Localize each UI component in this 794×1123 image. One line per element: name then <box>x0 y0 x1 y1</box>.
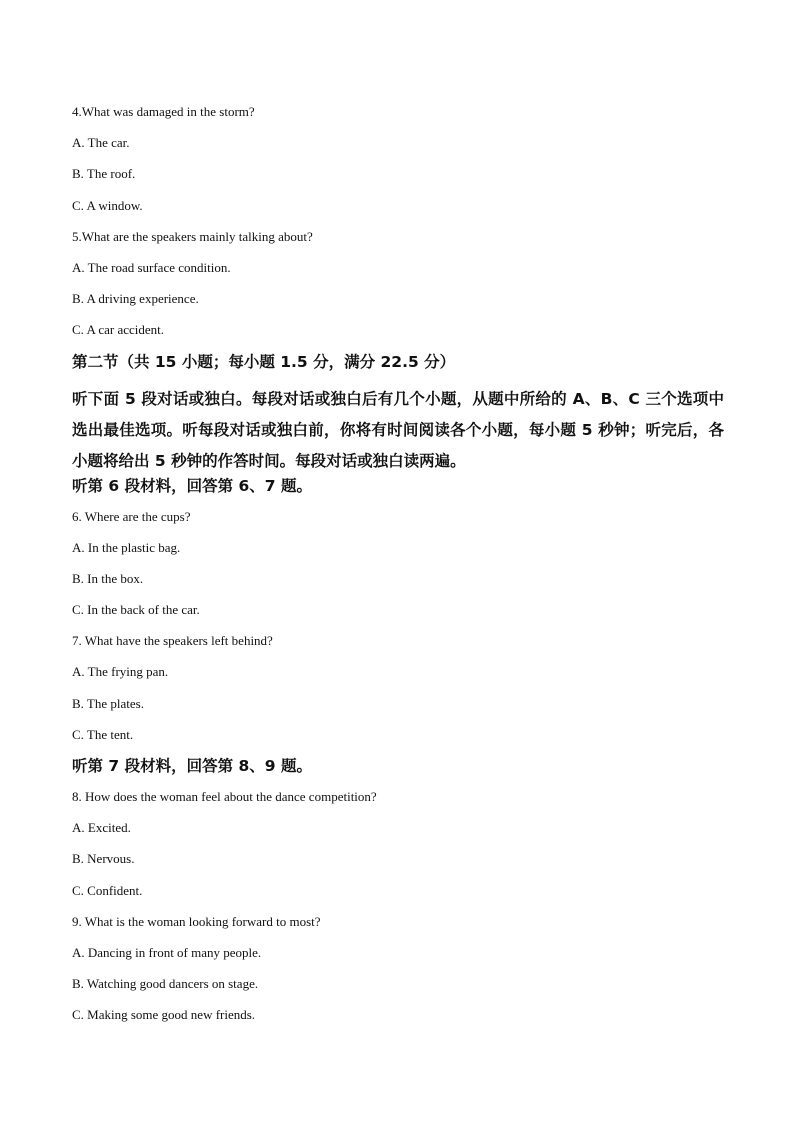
question-6: 6. Where are the cups? <box>72 508 191 524</box>
question-8-option-a: A. Excited. <box>72 820 131 836</box>
page-content <box>72 103 724 1038</box>
question-9-option-a: A. Dancing in front of many people. <box>72 944 262 960</box>
question-5-option-b: B. A driving experience. <box>72 291 199 307</box>
question-7-option-c: C. The tent. <box>72 726 134 742</box>
section-2-title: 第二节（共 15 小题；每小题 1.5 分，满分 22.5 分） <box>72 352 456 371</box>
question-9-option-b: B. Watching good dancers on stage. <box>72 976 259 992</box>
question-6-option-a: A. In the plastic bag. <box>72 539 181 555</box>
question-6-option-b: B. In the box. <box>72 570 144 586</box>
question-4-option-b: B. The roof. <box>72 166 136 182</box>
material-6-heading: 听第 6 段材料，回答第 6、7 题。 <box>72 476 312 495</box>
question-9-option-c: C. Making some good new friends. <box>72 1007 256 1023</box>
question-5-option-c: C. A car accident. <box>72 322 165 338</box>
question-7-option-a: A. The frying pan. <box>72 664 169 680</box>
question-8-option-c: C. Confident. <box>72 882 143 898</box>
question-7-option-b: B. The plates. <box>72 695 144 711</box>
question-4: 4.What was damaged in the storm? <box>72 104 255 119</box>
question-6-option-c: C. In the back of the car. <box>72 602 200 618</box>
question-5-option-a: A. The road surface condition. <box>72 259 231 275</box>
question-8: 8. How does the woman feel about the dance competition? <box>72 789 377 804</box>
question-5: 5.What are the speakers mainly talking about? <box>72 228 313 244</box>
question-4-option-c: C. A window. <box>72 197 143 213</box>
material-7-heading: 听第 7 段材料，回答第 8、9 题。 <box>72 757 312 775</box>
question-4-option-a: A. The car. <box>72 135 130 151</box>
question-9: 9. What is the woman looking forward to most? <box>72 913 321 929</box>
question-8-option-b: B. Nervous. <box>72 851 135 867</box>
question-7: 7. What have the speakers left behind? <box>72 633 273 649</box>
section-2-instructions: 听下面 5 段对话或独白。每段对话或独白后有几个小题，从题中所给的 A、B、C 三个选项中选出最佳选项。听每段对话或独白前，你将有时间阅读各个小题，每小题 5 秒钟；听完后，各小题将给出 5 秒钟的作答时间。每段对话或独白读两遍。 <box>72 389 724 470</box>
